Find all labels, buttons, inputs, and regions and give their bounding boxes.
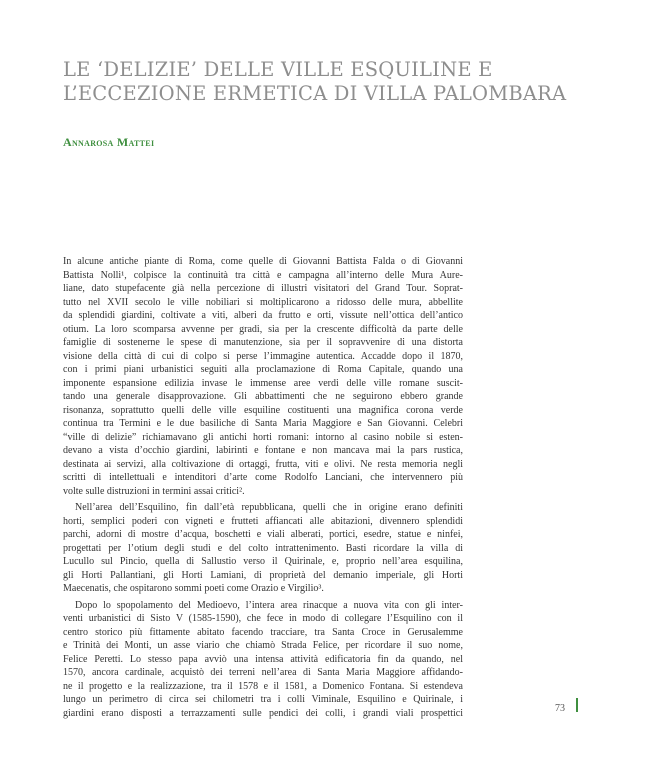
text-line: volte sulle distruzioni in termini assai critici². [63,485,245,497]
text-line: Maecenatis, che ospitarono sommi poeti come Orazio e Virgilio³. [63,583,324,594]
text-line: otium. La loro scomparsa avvenne per gradi, sia per la crescente difficoltà da parte delle [63,323,463,335]
title-line-1: LE ‘DELIZIE’ DELLE VILLE ESQUILINE E [63,58,493,81]
paragraph-3 [63,599,463,721]
paragraph-1 [63,255,463,498]
text-line: In alcune antiche piante di Roma, come quelle di Giovanni Battista Falda o di Giovanni [63,256,463,267]
text-line: giardini erano disposti a terrazzamenti sulle pendici dei colli, i grandi viali prospettici [63,707,463,719]
text-line: famiglie di sostenerne le spese di manutenzione, sia per il sopravvenire di una distorta [63,337,463,348]
text-line: risonanza, soprattutto quelli delle ville esquiline costituenti una magnifica corona verde [63,404,463,416]
text-line: 1570, ancora cardinale, acquistò dei terreni nell’area di Santa Maria Maggiore affidando- [63,667,463,678]
text-line: Lucullo sul Pincio, quella di Sallustio verso il Quirinale, e, proprio nell’area esquilina, [63,556,463,567]
body-text [63,255,463,720]
text-line: scritti di intellettuali e intenditori d’arte come Rodolfo Lanciani, che intervennero più [63,472,463,483]
title-line-2: L’ECCEZIONE ERMETICA DI VILLA PALOMBARA [63,82,567,105]
text-line: Dopo lo spopolamento del Medioevo, l’intera area rinacque a nuova vita con gli inter- [75,599,463,611]
author-name: Annarosa Mattei [63,135,155,149]
chapter-title [63,58,623,106]
text-line: visione della città di cui di colpo si perse l’immagine autentica. Accadde dopo il 1870, [63,350,463,362]
text-line: Felice Peretti. Lo stesso papa avviò una intensa attività edificatoria fin da quando, nel [63,653,463,665]
text-line: tutto nel XVII secolo le ville nobiliari si moltiplicarono a ridosso delle mura, abbellite [63,296,463,308]
text-line: continua tra Termini e le due basiliche di Santa Maria Maggiore e San Giovanni. Celebri [63,418,463,429]
text-line: tando una generale disapprovazione. Gli abbattimenti che ne seguirono ebbero grande [63,391,463,402]
text-line: lungo un perimetro di circa sei chilometri tra i colli Viminale, Esquilino e Quirinale, i [63,694,463,705]
text-line: devano a vista d’occhio giardini, labirinti e fontane e non mancava mai la pars rustica, [63,445,463,456]
text-line: Battista Nolli¹, colpisce la continuità tra città e campagna all’interno delle Mura Aure- [63,269,463,281]
text-line: centro storico più fittamente abitato facendo tracciare, tra Santa Croce in Gerusalemme [63,626,463,638]
text-line: e Trinità dei Monti, un asse viario che chiamò Strada Felice, per ricordare il suo nome, [63,640,463,651]
text-line: imponente espansione edilizia invase le immense aree verdi delle ville romane suscit- [63,377,463,389]
text-line: progettati per l’otium degli studi e del colto intrattenimento. Basti ricordare la villa di [63,542,463,554]
text-line: “ville di delizie” richiamavano gli antichi horti romani: intorno al casino nobile si esten- [63,431,463,443]
text-line: destinata ai servizi, alla coltivazione di ortaggi, frutta, viti e olivi. Ne resta memoria negli [63,458,463,470]
paragraph-2 [63,501,463,596]
text-line: ne il progetto e la realizzazione, tra il 1578 e il 1581, a Domenico Fontana. Si estendeva [63,680,463,692]
text-line: liane, dato stupefacente già nella percezione di illustri visitatori del Grand Tour. Soprat- [63,283,463,294]
page-number-rule [576,698,578,712]
text-line: horti, semplici poderi con vigneti e frutteti affiancati alle abitazioni, divennero splendidi [63,515,463,527]
text-line: da splendidi giardini, coltivate a viti, alberi da frutto e orti, vissute nell’ottica dell’antico [63,310,463,321]
text-line: Nell’area dell’Esquilino, fin dall’età repubblicana, quelli che in origine erano definiti [75,502,463,513]
text-line: con i primi piani urbanistici seguiti alla proclamazione di Roma Capitale, quando una [63,364,463,375]
text-line: parchi, adorni di mostre d’acqua, boschetti e viali alberati, portici, esedre, statue e ninfei, [63,529,463,540]
text-line: venti urbanistici di Sisto V (1585-1590), che fece in modo di collegare l’Esquilino con il [63,613,463,624]
text-line: gli Horti Pallantiani, gli Horti Lamiani, di proprietà del demanio imperiale, gli Horti [63,569,463,581]
page-number: 73 [555,703,565,714]
